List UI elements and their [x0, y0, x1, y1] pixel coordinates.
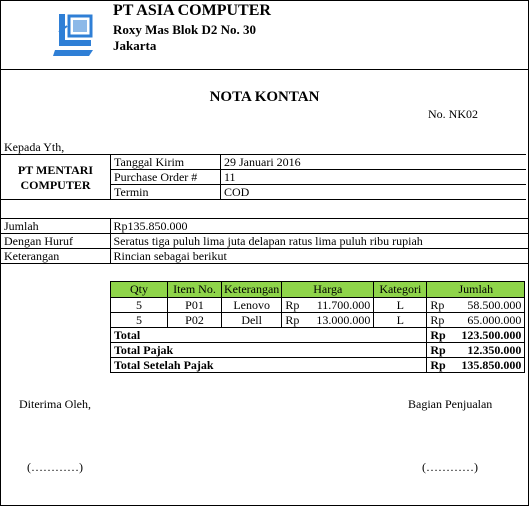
cell-item-no: P01 — [168, 298, 222, 313]
info-value: COD — [221, 185, 526, 200]
items-table — [110, 281, 525, 373]
summary-key: Jumlah — [1, 219, 110, 234]
header-divider — [1, 69, 528, 70]
grand-total-amount: Rp 135.850.000 — [427, 358, 525, 373]
summary-row — [1, 219, 528, 234]
info-row — [111, 185, 526, 200]
col-keterangan: Keterangan — [222, 282, 282, 298]
col-item-no: Item No. — [168, 282, 222, 298]
cell-price: Rp 13.000.000 — [282, 313, 374, 328]
company-name: PT ASIA COMPUTER — [113, 2, 271, 19]
shipping-info-table — [110, 154, 526, 200]
col-qty: Qty — [111, 282, 168, 298]
info-row — [111, 155, 526, 170]
total-tax-row — [111, 343, 525, 358]
info-key: Termin — [111, 185, 221, 200]
info-value: 11 — [221, 170, 526, 185]
summary-value: Rincian sebagai berikut — [110, 249, 528, 264]
cell-category: L — [374, 313, 427, 328]
summary-value: Rp135.850.000 — [110, 219, 528, 234]
col-harga: Harga — [282, 282, 374, 298]
grand-total-label: Total Setelah Pajak — [111, 358, 427, 373]
company-logo-icon — [51, 10, 97, 58]
recipient-name — [1, 163, 110, 193]
info-value: 29 Januari 2016 — [221, 155, 526, 170]
sales-dept-label: Bagian Penjualan — [408, 397, 493, 411]
company-address: Roxy Mas Blok D2 No. 30 — [113, 22, 257, 37]
cell-price: Rp 11.700.000 — [282, 298, 374, 313]
cell-amount: Rp 58.500.000 — [427, 298, 525, 313]
summary-row — [1, 249, 528, 264]
summary-key: Keterangan — [1, 249, 110, 264]
info-row — [111, 170, 526, 185]
sales-dept-signature-blank: (…………) — [422, 460, 478, 474]
table-row — [111, 313, 525, 328]
document-number: No. NK02 — [428, 107, 478, 121]
cell-item-no: P02 — [168, 313, 222, 328]
info-key: Tanggal Kirim — [111, 155, 221, 170]
table-row — [111, 298, 525, 313]
total-tax-amount: Rp 12.350.000 — [427, 343, 525, 358]
total-label: Total — [111, 328, 427, 343]
summary-key: Dengan Huruf — [1, 234, 110, 249]
info-key: Purchase Order # — [111, 170, 221, 185]
received-by-signature-blank: (…………) — [27, 460, 83, 474]
recipient-name-line1: PT MENTARI — [17, 163, 94, 177]
recipient-label: Kepada Yth, — [4, 140, 65, 154]
summary-value: Seratus tiga puluh lima juta delapan ratus lima puluh ribu rupiah — [110, 234, 528, 249]
cell-qty: 5 — [111, 313, 168, 328]
items-header-row — [111, 282, 525, 298]
cell-desc: Lenovo — [222, 298, 282, 313]
company-city: Jakarta — [113, 38, 157, 53]
cell-amount: Rp 65.000.000 — [427, 313, 525, 328]
summary-table — [1, 218, 528, 264]
recipient-name-line2: COMPUTER — [20, 178, 91, 192]
grand-total-row — [111, 358, 525, 373]
cell-qty: 5 — [111, 298, 168, 313]
cell-category: L — [374, 298, 427, 313]
summary-row — [1, 234, 528, 249]
col-jumlah: Jumlah — [427, 282, 525, 298]
cell-desc: Dell — [222, 313, 282, 328]
col-kategori: Kategori — [374, 282, 427, 298]
total-row — [111, 328, 525, 343]
total-amount: Rp 123.500.000 — [427, 328, 525, 343]
received-by-label: Diterima Oleh, — [19, 397, 91, 411]
total-tax-label: Total Pajak — [111, 343, 427, 358]
document-title: NOTA KONTAN — [209, 89, 320, 105]
